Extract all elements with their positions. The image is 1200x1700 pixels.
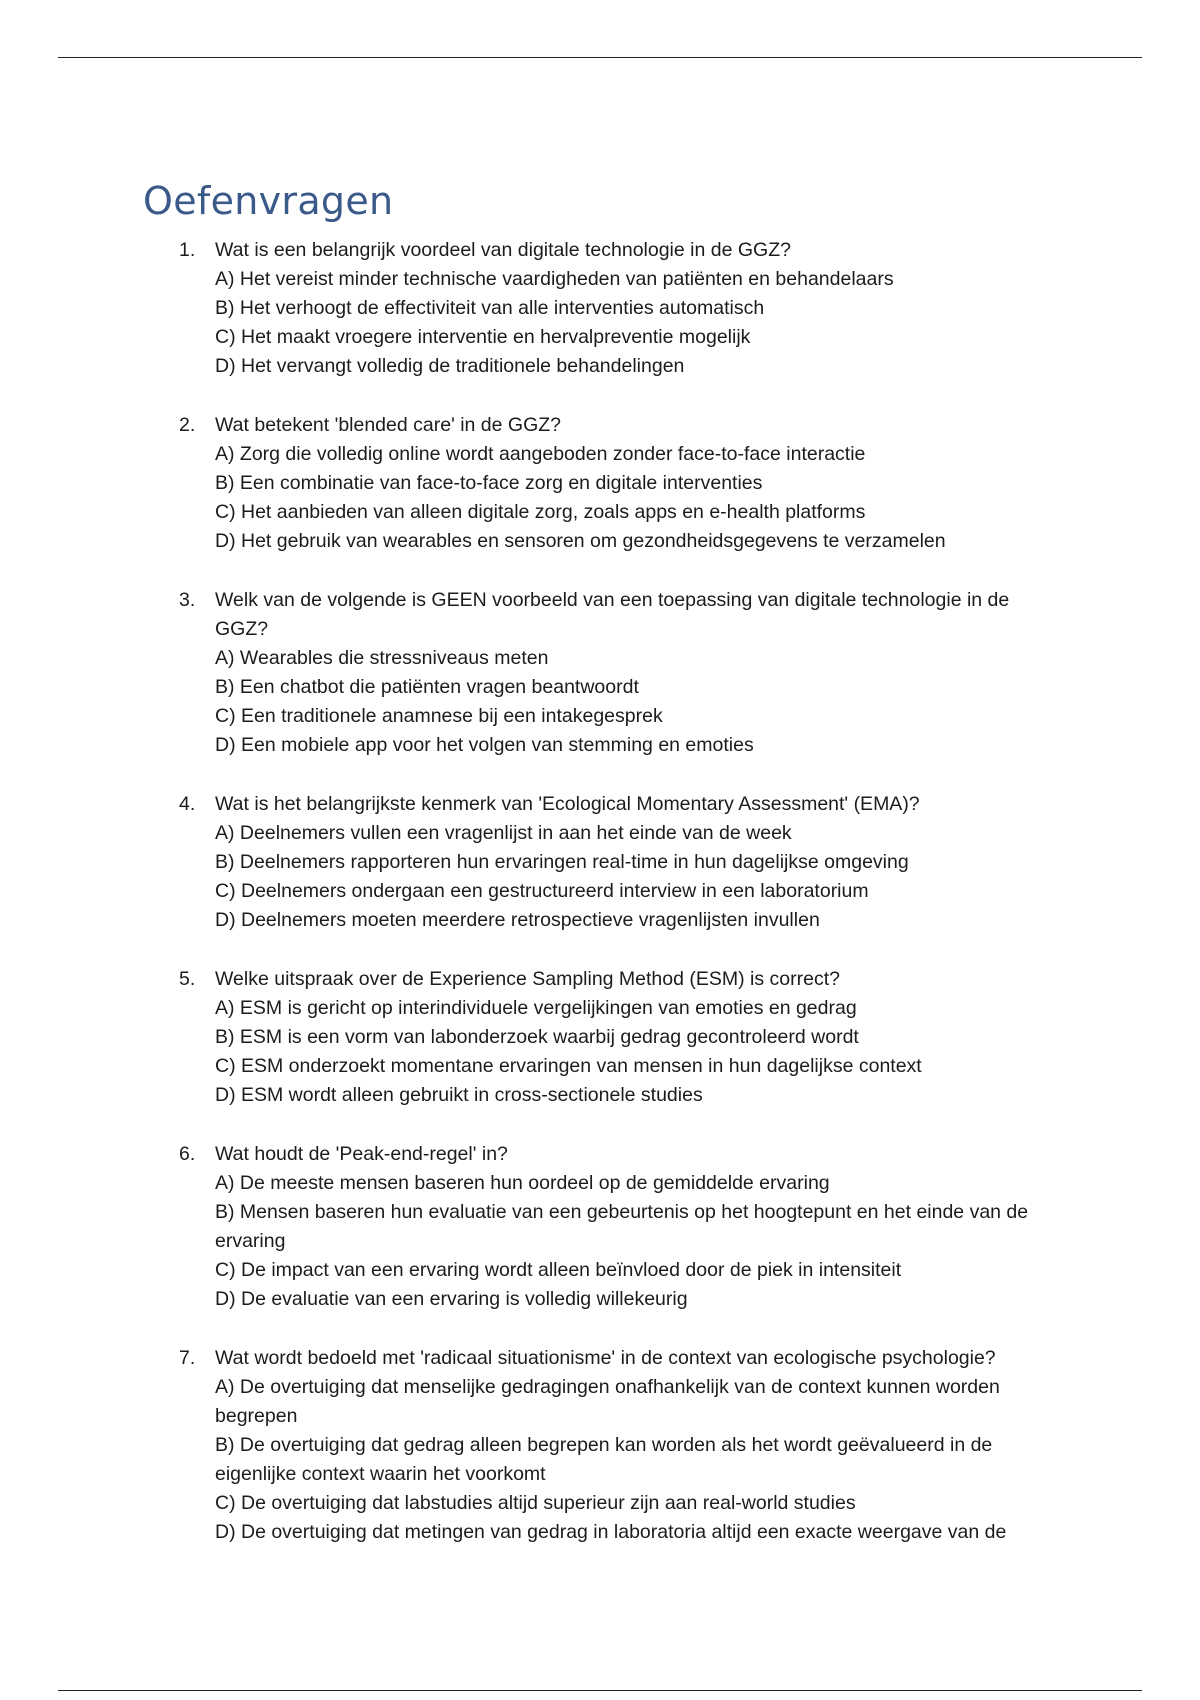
option-b: B) Mensen baseren hun evaluatie van een gebeurtenis op het hoogtepunt en het einde van de ervaring [215,1201,1029,1252]
option-d: D) Een mobiele app voor het volgen van stemming en emoties [215,734,754,756]
footer-rule [58,1690,1142,1691]
question-text: Wat houdt de 'Peak-end-regel' in? [215,1143,508,1165]
option-d: D) Het gebruik van wearables en sensoren om gezondheidsgegevens te verzamelen [215,530,946,552]
option-b: B) Een combinatie van face-to-face zorg en digitale interventies [215,472,763,494]
question-7 [0,1344,1200,1547]
question-text: Welk van de volgende is GEEN voorbeeld van een toepassing van digitale technologie in de GGZ? [215,589,1010,640]
question-text: Wat betekent 'blended care' in de GGZ? [215,414,562,436]
option-a: A) De meeste mensen baseren hun oordeel op de gemiddelde ervaring [215,1172,830,1194]
option-a: A) Zorg die volledig online wordt aangeboden zonder face-to-face interactie [215,443,866,465]
question-number: 1. [179,239,196,261]
question-number: 5. [179,968,196,990]
option-c: C) De impact van een ervaring wordt alleen beïnvloed door de piek in intensiteit [215,1259,902,1281]
question-number: 2. [179,414,196,436]
question-text: Wat is het belangrijkste kenmerk van 'Ecological Momentary Assessment' (EMA)? [215,793,920,815]
question-5 [0,965,1200,1110]
option-d: D) ESM wordt alleen gebruikt in cross-sectionele studies [215,1084,703,1106]
option-a: A) Het vereist minder technische vaardigheden van patiënten en behandelaars [215,268,894,290]
option-b: B) Deelnemers rapporteren hun ervaringen real-time in hun dagelijkse omgeving [215,851,909,873]
option-b: B) De overtuiging dat gedrag alleen begrepen kan worden als het wordt geëvalueerd in de eigenlijke context waarin het voorkomt [215,1434,993,1485]
option-c: C) De overtuiging dat labstudies altijd superieur zijn aan real-world studies [215,1492,856,1514]
page-title: Oefenvragen [143,179,394,223]
option-c: C) Deelnemers ondergaan een gestructureerd interview in een laboratorium [215,880,869,902]
option-a: A) ESM is gericht op interindividuele vergelijkingen van emoties en gedrag [215,997,857,1019]
option-d: D) Deelnemers moeten meerdere retrospectieve vragenlijsten invullen [215,909,820,931]
question-6 [0,1140,1200,1314]
option-a: A) Wearables die stressniveaus meten [215,647,549,669]
question-1 [0,236,1200,381]
header-rule [58,57,1142,58]
option-d: D) Het vervangt volledig de traditionele behandelingen [215,355,685,377]
question-number: 7. [179,1347,196,1369]
question-2 [0,411,1200,556]
option-c: C) Het aanbieden van alleen digitale zorg, zoals apps en e-health platforms [215,501,866,523]
question-text: Welke uitspraak over de Experience Sampling Method (ESM) is correct? [215,968,840,990]
question-3 [0,586,1200,760]
option-b: B) Een chatbot die patiënten vragen beantwoordt [215,676,639,698]
question-4 [0,790,1200,935]
option-a: A) Deelnemers vullen een vragenlijst in aan het einde van de week [215,822,792,844]
option-c: C) Een traditionele anamnese bij een intakegesprek [215,705,663,727]
question-text: Wat wordt bedoeld met 'radicaal situationisme' in de context van ecologische psychologie? [215,1347,996,1369]
option-d: D) De overtuiging dat metingen van gedrag in laboratoria altijd een exacte weergave van de [215,1521,1007,1543]
question-number: 4. [179,793,196,815]
option-b: B) Het verhoogt de effectiviteit van alle interventies automatisch [215,297,765,319]
option-d: D) De evaluatie van een ervaring is volledig willekeurig [215,1288,688,1310]
question-text: Wat is een belangrijk voordeel van digitale technologie in de GGZ? [215,239,791,261]
question-number: 3. [179,589,196,611]
option-c: C) Het maakt vroegere interventie en hervalpreventie mogelijk [215,326,751,348]
option-b: B) ESM is een vorm van labonderzoek waarbij gedrag gecontroleerd wordt [215,1026,859,1048]
question-number: 6. [179,1143,196,1165]
question-list [0,236,1200,1577]
option-a: A) De overtuiging dat menselijke gedragingen onafhankelijk van de context kunnen worden begrepen [215,1376,1000,1427]
option-c: C) ESM onderzoekt momentane ervaringen van mensen in hun dagelijkse context [215,1055,922,1077]
